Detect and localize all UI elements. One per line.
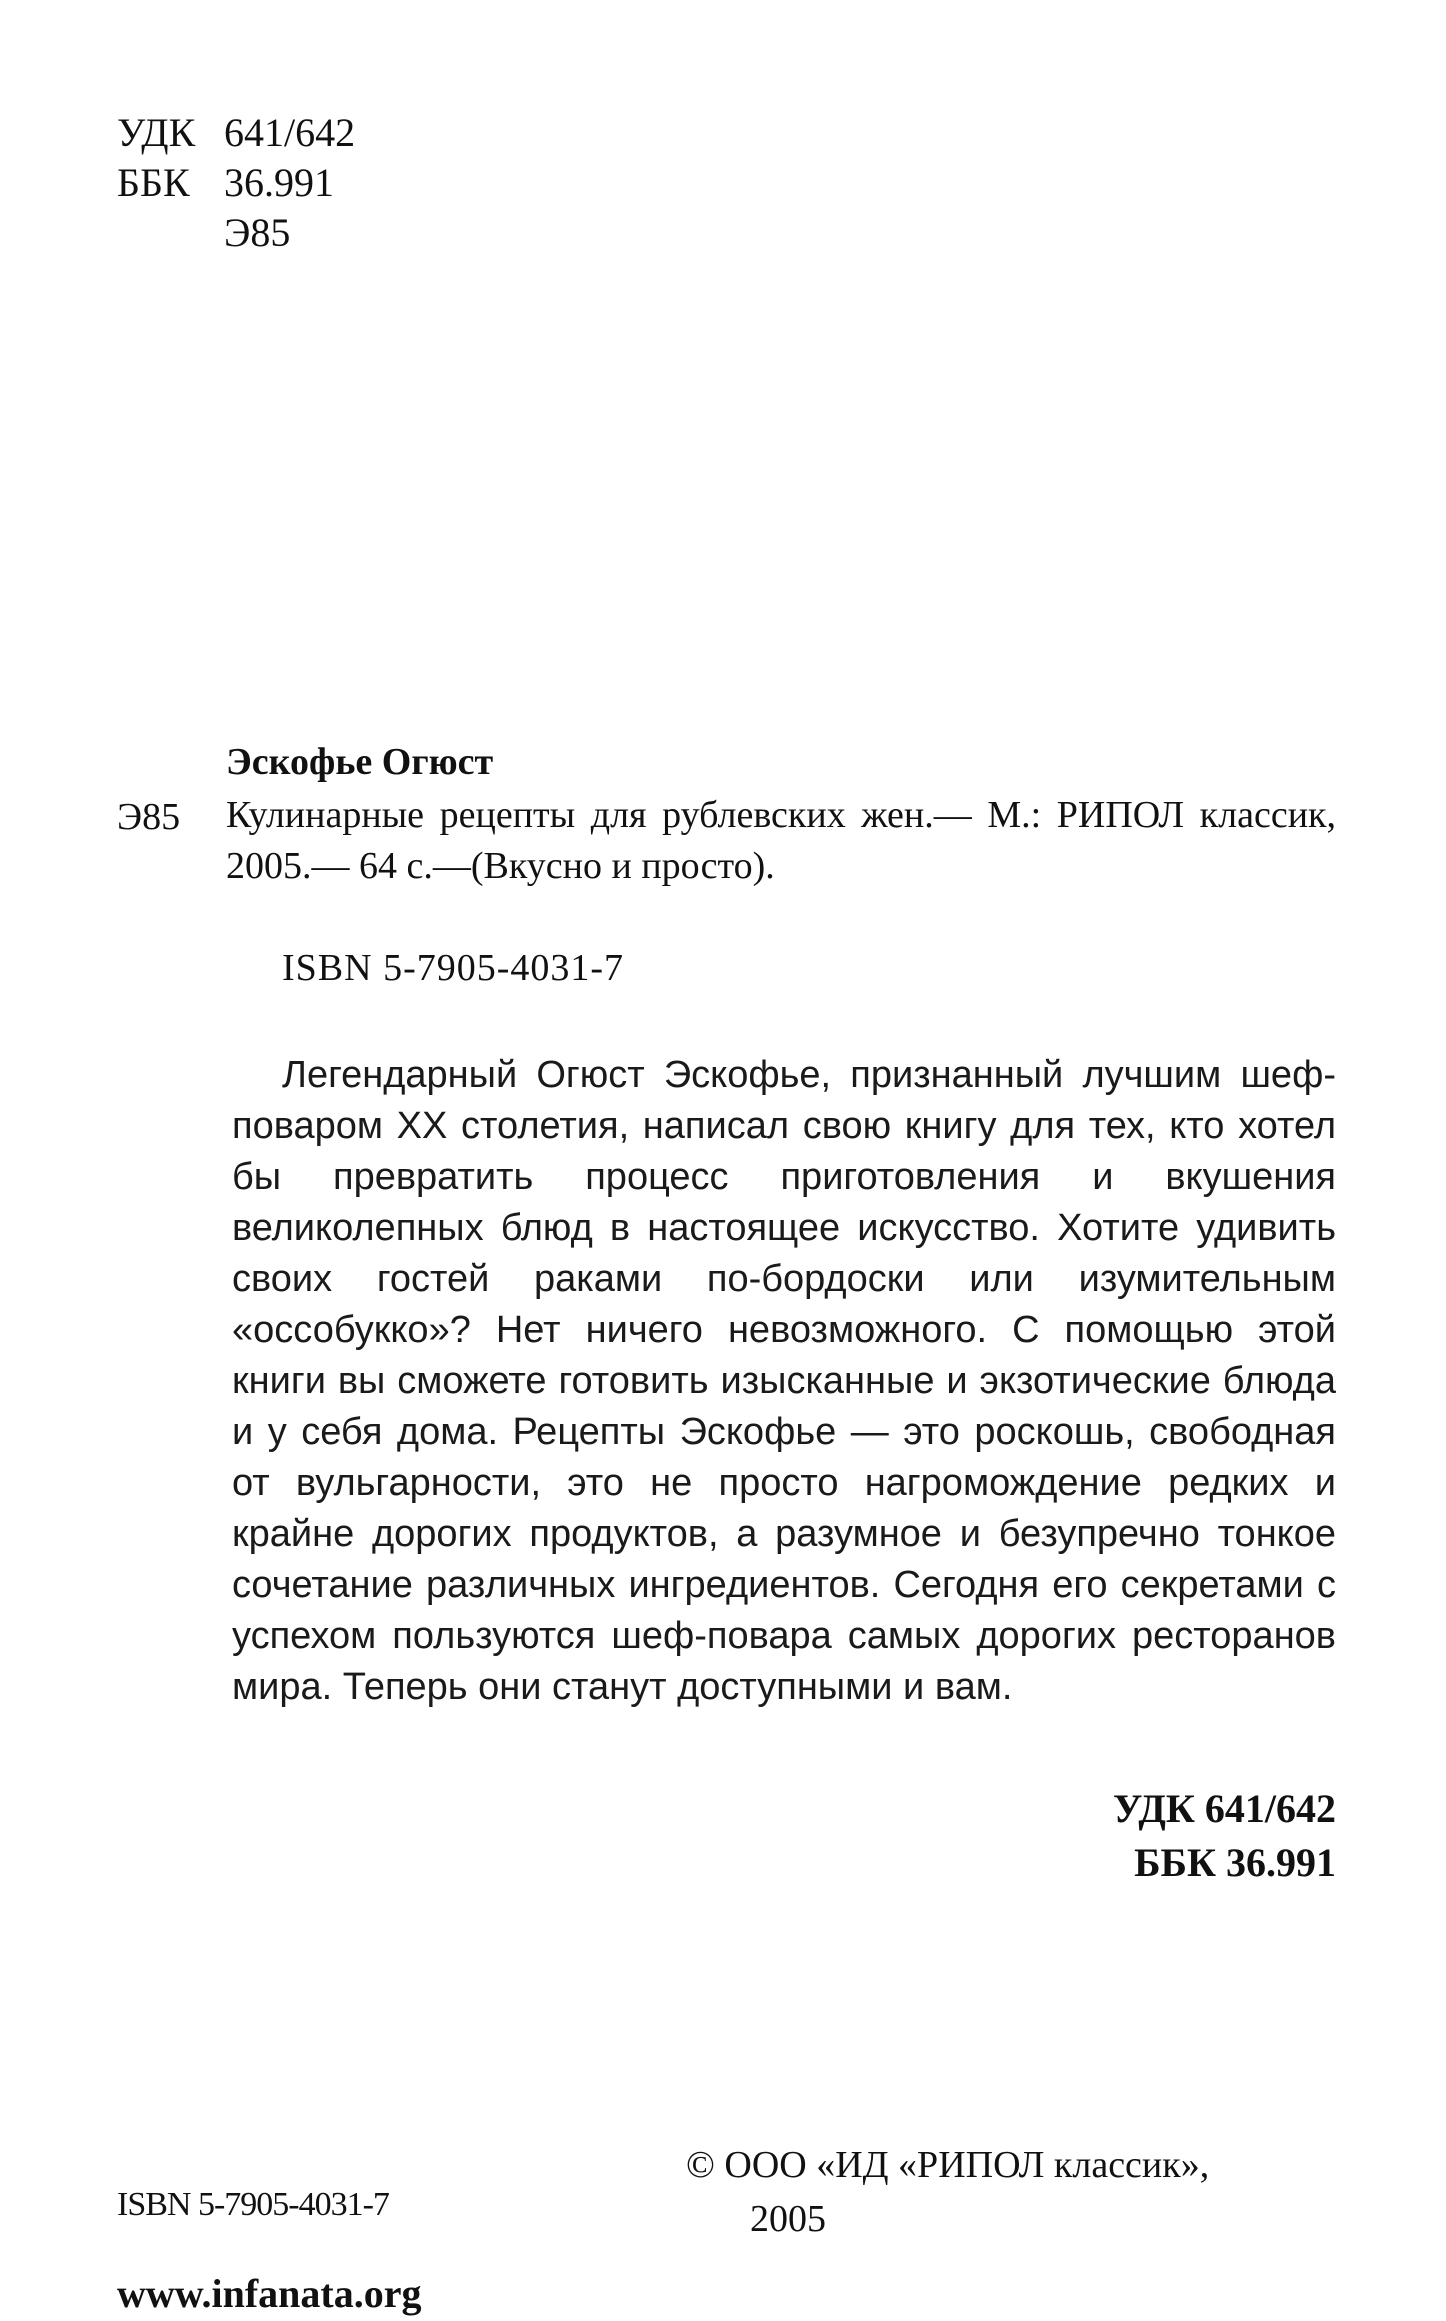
footer-isbn: ISBN 5-7905-4031-7: [117, 2186, 389, 2223]
bbk-value: 36.991: [224, 160, 334, 205]
catalog-codes-right: [900, 1782, 1336, 1890]
website-link: www.infanata.org: [117, 2271, 422, 2316]
udk-value: 641/642: [224, 110, 356, 155]
copyright-line: © ООО «ИД «РИПОЛ классик»,: [686, 2144, 1210, 2186]
copyright-notice: [686, 2138, 1209, 2246]
udk-label: УДК: [117, 110, 196, 155]
copyright-year: 2005: [750, 2198, 826, 2240]
catalog-author: Эскофье Огюст: [226, 741, 494, 783]
catalog-isbn: ISBN 5-7905-4031-7: [282, 947, 625, 989]
bbk-label: ББК: [117, 160, 190, 205]
bibliographic-entry: Кулинарные рецепты для рублевских жен.— М.: РИПОЛ классик, 2005.— 64 с.—(Вкусно и просто).: [226, 794, 1336, 887]
catalog-author-mark: Э85: [117, 796, 181, 838]
bbk-row: [117, 158, 355, 208]
catalog-udk: УДК 641/642: [1113, 1786, 1336, 1831]
book-annotation: Легендарный Огюст Эскофье, признанный лучшим шеф-поваром XX столетия, написал свою книгу для тех, кто хотел бы превратить процесс приготовления и вкушения великолепных блюд в настоящее искусство. Хотите удивить своих гостей раками по-бордоски или изумительным «оссобукко»? Нет ничего невозможного. С помощью этой книги вы сможете готовить изысканные и экзотические блюда и у себя дома. Рецепты Эскофье — это роскошь, свободная от вульгарности, это не просто нагромождение редких и крайне дорогих продуктов, а разумное и безупречно тонкое сочетание различных ингредиентов. Сегодня его секретами с успехом пользуются шеф-повара самых дорогих ресторанов мира. Теперь они станут доступными и вам.: [232, 1054, 1336, 1708]
udk-row: [117, 108, 355, 158]
author-mark: Э85: [224, 210, 291, 255]
header-classification-codes: [117, 108, 355, 258]
catalog-bbk: ББК 36.991: [1134, 1840, 1336, 1885]
